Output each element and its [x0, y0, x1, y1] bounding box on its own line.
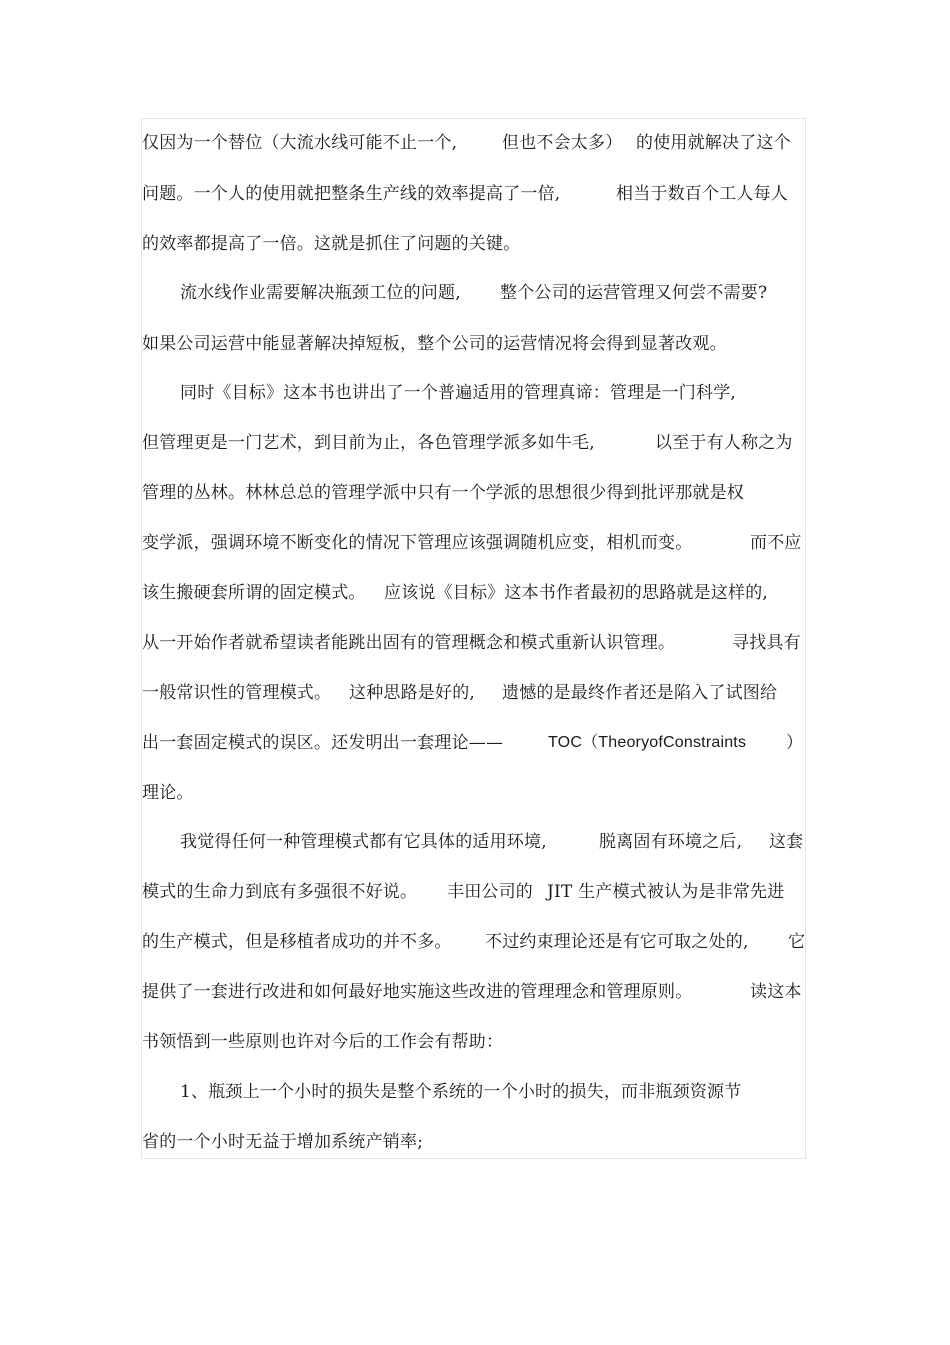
text-line: [142, 129, 791, 157]
text-line: [142, 579, 769, 607]
text-segment: 流水线作业需要解决瓶颈工位的问题,: [180, 283, 461, 303]
text-segment: 但管理更是一门艺术，到目前为止，各色管理学派多如牛毛,: [142, 433, 595, 453]
text-segment: 一般常识性的管理模式。: [142, 683, 332, 703]
text-line: [142, 279, 768, 307]
text-segment: 该生搬硬套所谓的固定模式。: [142, 583, 366, 603]
text-segment: 遗憾的是最终作者还是陷入了试图给: [502, 683, 778, 703]
text-segment: 问题。一个人的使用就把整条生产线的效率提高了一倍,: [142, 184, 561, 204]
text-segment: 我觉得任何一种管理模式都有它具体的适用环境,: [180, 832, 547, 852]
text-line: [142, 629, 801, 657]
text-line: [142, 230, 521, 258]
text-line: [142, 330, 727, 358]
text-segment: ）: [786, 733, 804, 753]
text-segment: 以至于有人称之为: [655, 433, 793, 453]
text-line: [142, 928, 806, 956]
text-segment: 脱离固有环境之后,: [599, 832, 743, 852]
text-line: [142, 1028, 504, 1056]
text-segment: 而不应: [750, 533, 802, 553]
text-segment: 它: [788, 932, 806, 952]
text-line: [142, 1128, 424, 1156]
text-segment: 相当于数百个工人每人: [616, 184, 788, 204]
text-segment: 仅因为一个替位（大流水线可能不止一个,: [142, 133, 458, 153]
text-line: [142, 1078, 742, 1106]
text-line: [142, 379, 737, 407]
text-segment: 出一套固定模式的误区。还发明出一套理论——: [142, 733, 504, 753]
text-segment: 不过约束理论还是有它可取之处的,: [485, 932, 749, 952]
text-line: [142, 828, 804, 856]
text-segment: 丰田公司的: [447, 882, 533, 902]
text-line: [142, 429, 793, 457]
text-segment: JIT 生产模式被认为是非常先进: [547, 882, 785, 902]
text-segment: 模式的生命力到底有多强很不好说。: [142, 882, 418, 902]
text-segment: 理论。: [142, 783, 194, 803]
text-line: [142, 679, 778, 707]
text-segment: 如果公司运营中能显著解决掉短板，整个公司的运营情况将会得到显著改观。: [142, 334, 727, 354]
text-segment: 的使用就解决了这个: [636, 133, 791, 153]
text-segment: 寻找具有: [732, 633, 801, 653]
text-segment: 从一开始作者就希望读者能跳出固有的管理概念和模式重新认识管理。: [142, 633, 676, 653]
text-segment: 管理的丛林。林林总总的管理学派中只有一个学派的思想很少得到批评那就是权: [142, 483, 744, 503]
text-segment: 省的一个小时无益于增加系统产销率;: [142, 1132, 424, 1152]
text-segment: 这套: [769, 832, 804, 852]
text-segment: 的效率都提高了一倍。这就是抓住了问题的关键。: [142, 234, 521, 254]
text-segment: 书领悟到一些原则也许对今后的工作会有帮助：: [142, 1032, 504, 1052]
text-line: [142, 878, 785, 906]
text-segment: TOC（TheoryofConstraints: [548, 734, 747, 751]
text-line: [142, 529, 802, 557]
text-segment: 但也不会太多）: [502, 133, 623, 153]
text-segment: 这种思路是好的,: [349, 683, 476, 703]
text-segment: 读这本: [750, 982, 802, 1002]
text-line: [142, 180, 788, 208]
text-segment: 提供了一套进行改进和如何最好地实施这些改进的管理理念和管理原则。: [142, 982, 693, 1002]
text-segment: 1、瓶颈上一个小时的损失是整个系统的一个小时的损失，而非瓶颈资源节: [180, 1082, 742, 1102]
text-segment: 的生产模式，但是移植者成功的并不多。: [142, 932, 452, 952]
text-segment: 变学派，强调环境不断变化的情况下管理应该强调随机应变，相机而变。: [142, 533, 693, 553]
text-segment: 应该说《目标》这本书作者最初的思路就是这样的,: [384, 583, 769, 603]
text-line: [142, 729, 804, 757]
text-segment: 同时《目标》这本书也讲出了一个普遍适用的管理真谛：管理是一门科学,: [180, 383, 737, 403]
text-line: [142, 779, 194, 807]
text-line: [142, 978, 802, 1006]
text-segment: 整个公司的运营管理又何尝不需要?: [500, 283, 768, 303]
text-line: [142, 479, 744, 507]
